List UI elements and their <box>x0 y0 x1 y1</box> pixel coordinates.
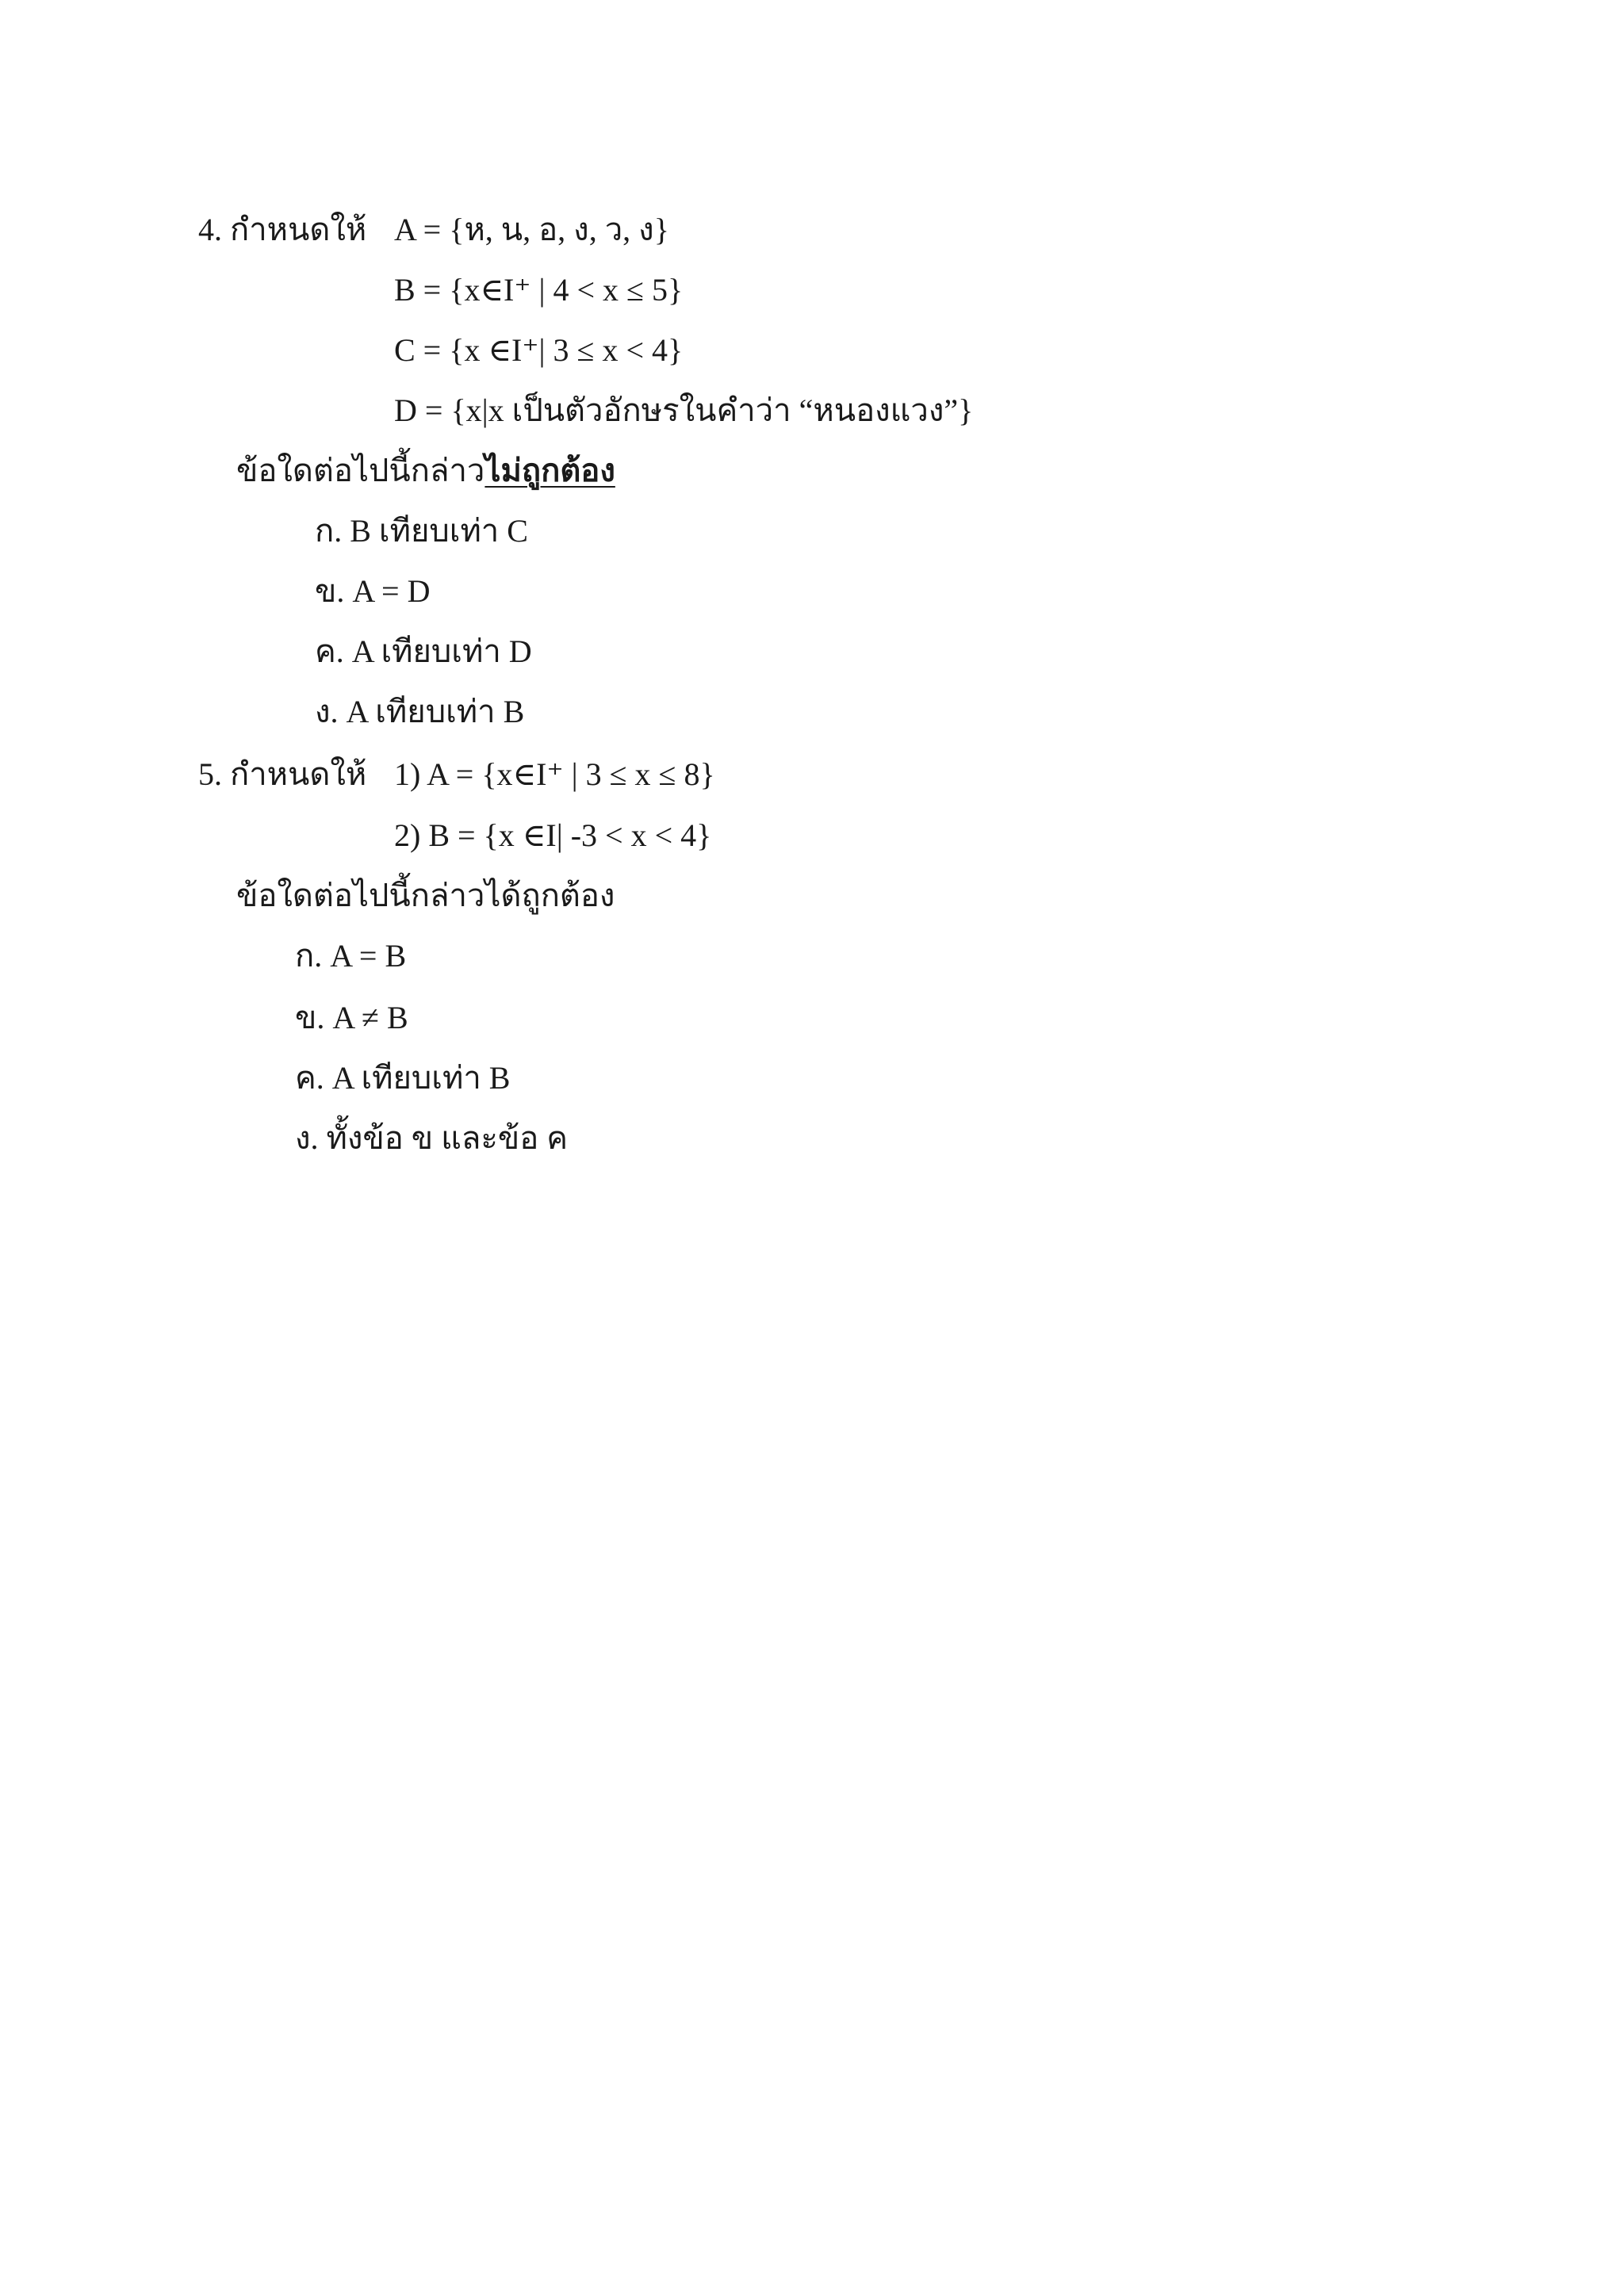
q5-prefix: 5. กำหนดให้ <box>198 756 367 792</box>
q4-prompt <box>236 452 615 490</box>
q5-choice-d: ง. ทั้งข้อ ข และข้อ ค <box>295 1120 569 1156</box>
q4-set-a: A = {ห, น, อ, ง, ว, ง} <box>394 212 669 247</box>
q4-prefix: 4. กำหนดให้ <box>198 212 367 247</box>
q4-choice-d: ง. A เทียบเท่า B <box>315 694 525 729</box>
q5-item-2: 2) B = {x ∈I| -3 < x < 4} <box>394 817 712 853</box>
q4-choice-a: ก. B เทียบเท่า C <box>315 513 528 549</box>
q5-choice-a: ก. A = B <box>295 938 407 974</box>
q5-choice-c: ค. A เทียบเท่า B <box>295 1060 511 1096</box>
q4-choice-b: ข. A = D <box>315 573 431 609</box>
q4-set-c: C = {x ∈I⁺| 3 ≤ x < 4} <box>394 332 684 368</box>
q4-set-b: B = {x∈I⁺ | 4 < x ≤ 5} <box>394 272 684 308</box>
q4-prompt-emphasis: ไม่ถูกต้อง <box>485 453 615 488</box>
q4-choice-c: ค. A เทียบเท่า D <box>315 633 532 669</box>
q4-set-d: D = {x|x เป็นตัวอักษรในคำว่า “หนองแวง”} <box>394 392 974 428</box>
q5-prompt: ข้อใดต่อไปนี้กล่าวได้ถูกต้อง <box>236 878 615 913</box>
q5-choice-b: ข. A ≠ B <box>295 1000 408 1035</box>
q4-prompt-lead: ข้อใดต่อไปนี้กล่าว <box>236 453 485 488</box>
q5-item-1: 1) A = {x∈I⁺ | 3 ≤ x ≤ 8} <box>394 756 715 792</box>
